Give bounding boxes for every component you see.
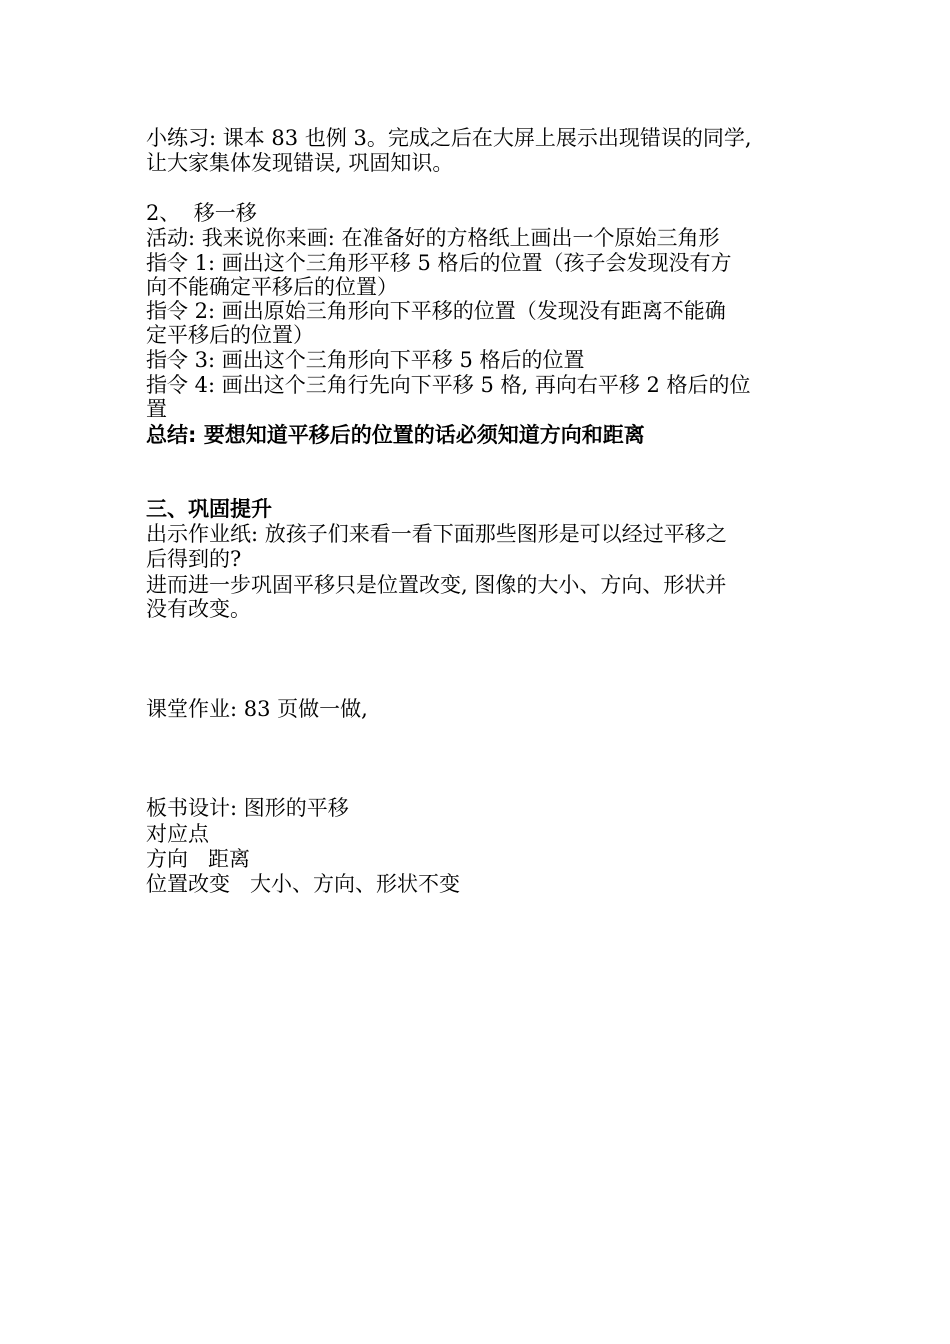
- section-3-paragraph-2-line-2: 没有改变。: [146, 597, 251, 621]
- board-title: 板书设计: 图形的平移: [146, 796, 349, 820]
- section-2-heading: 2、 移一移: [146, 201, 257, 225]
- instruction-2-line-2: 定平移后的位置）: [146, 323, 314, 347]
- instruction-1-line-1: 指令 1: 画出这个三角形平移 5 格后的位置（孩子会发现没有方: [146, 251, 732, 275]
- section-3-paragraph-1-line-1: 出示作业纸: 放孩子们来看一看下面那些图形是可以经过平移之: [146, 522, 727, 546]
- section-3-paragraph-2-line-1: 进而进一步巩固平移只是位置改变, 图像的大小、方向、形状并: [146, 573, 727, 597]
- summary-text: 总结: 要想知道平移后的位置的话必须知道方向和距离: [146, 423, 645, 447]
- instruction-4-line-1: 指令 4: 画出这个三角行先向下平移 5 格, 再向右平移 2 格后的位: [146, 373, 751, 397]
- board-line-2: 方向 距离: [146, 847, 251, 871]
- activity-text: 活动: 我来说你来画: 在准备好的方格纸上画出一个原始三角形: [146, 226, 720, 250]
- section-3-paragraph-1-line-2: 后得到的?: [146, 547, 242, 571]
- board-line-3: 位置改变 大小、方向、形状不变: [146, 872, 461, 896]
- practice-line-1: 小练习: 课本 83 也例 3。完成之后在大屏上展示出现错误的同学,: [146, 126, 752, 150]
- homework-text: 课堂作业: 83 页做一做,: [146, 697, 368, 721]
- practice-line-2: 让大家集体发现错误, 巩固知识。: [146, 151, 454, 175]
- instruction-1-line-2: 向不能确定平移后的位置）: [146, 275, 398, 299]
- instruction-4-line-2: 置: [146, 397, 167, 421]
- section-3-heading: 三、巩固提升: [146, 497, 272, 521]
- board-line-1: 对应点: [146, 822, 209, 846]
- instruction-2-line-1: 指令 2: 画出原始三角形向下平移的位置（发现没有距离不能确: [146, 299, 726, 323]
- instruction-3: 指令 3: 画出这个三角形向下平移 5 格后的位置: [146, 348, 585, 372]
